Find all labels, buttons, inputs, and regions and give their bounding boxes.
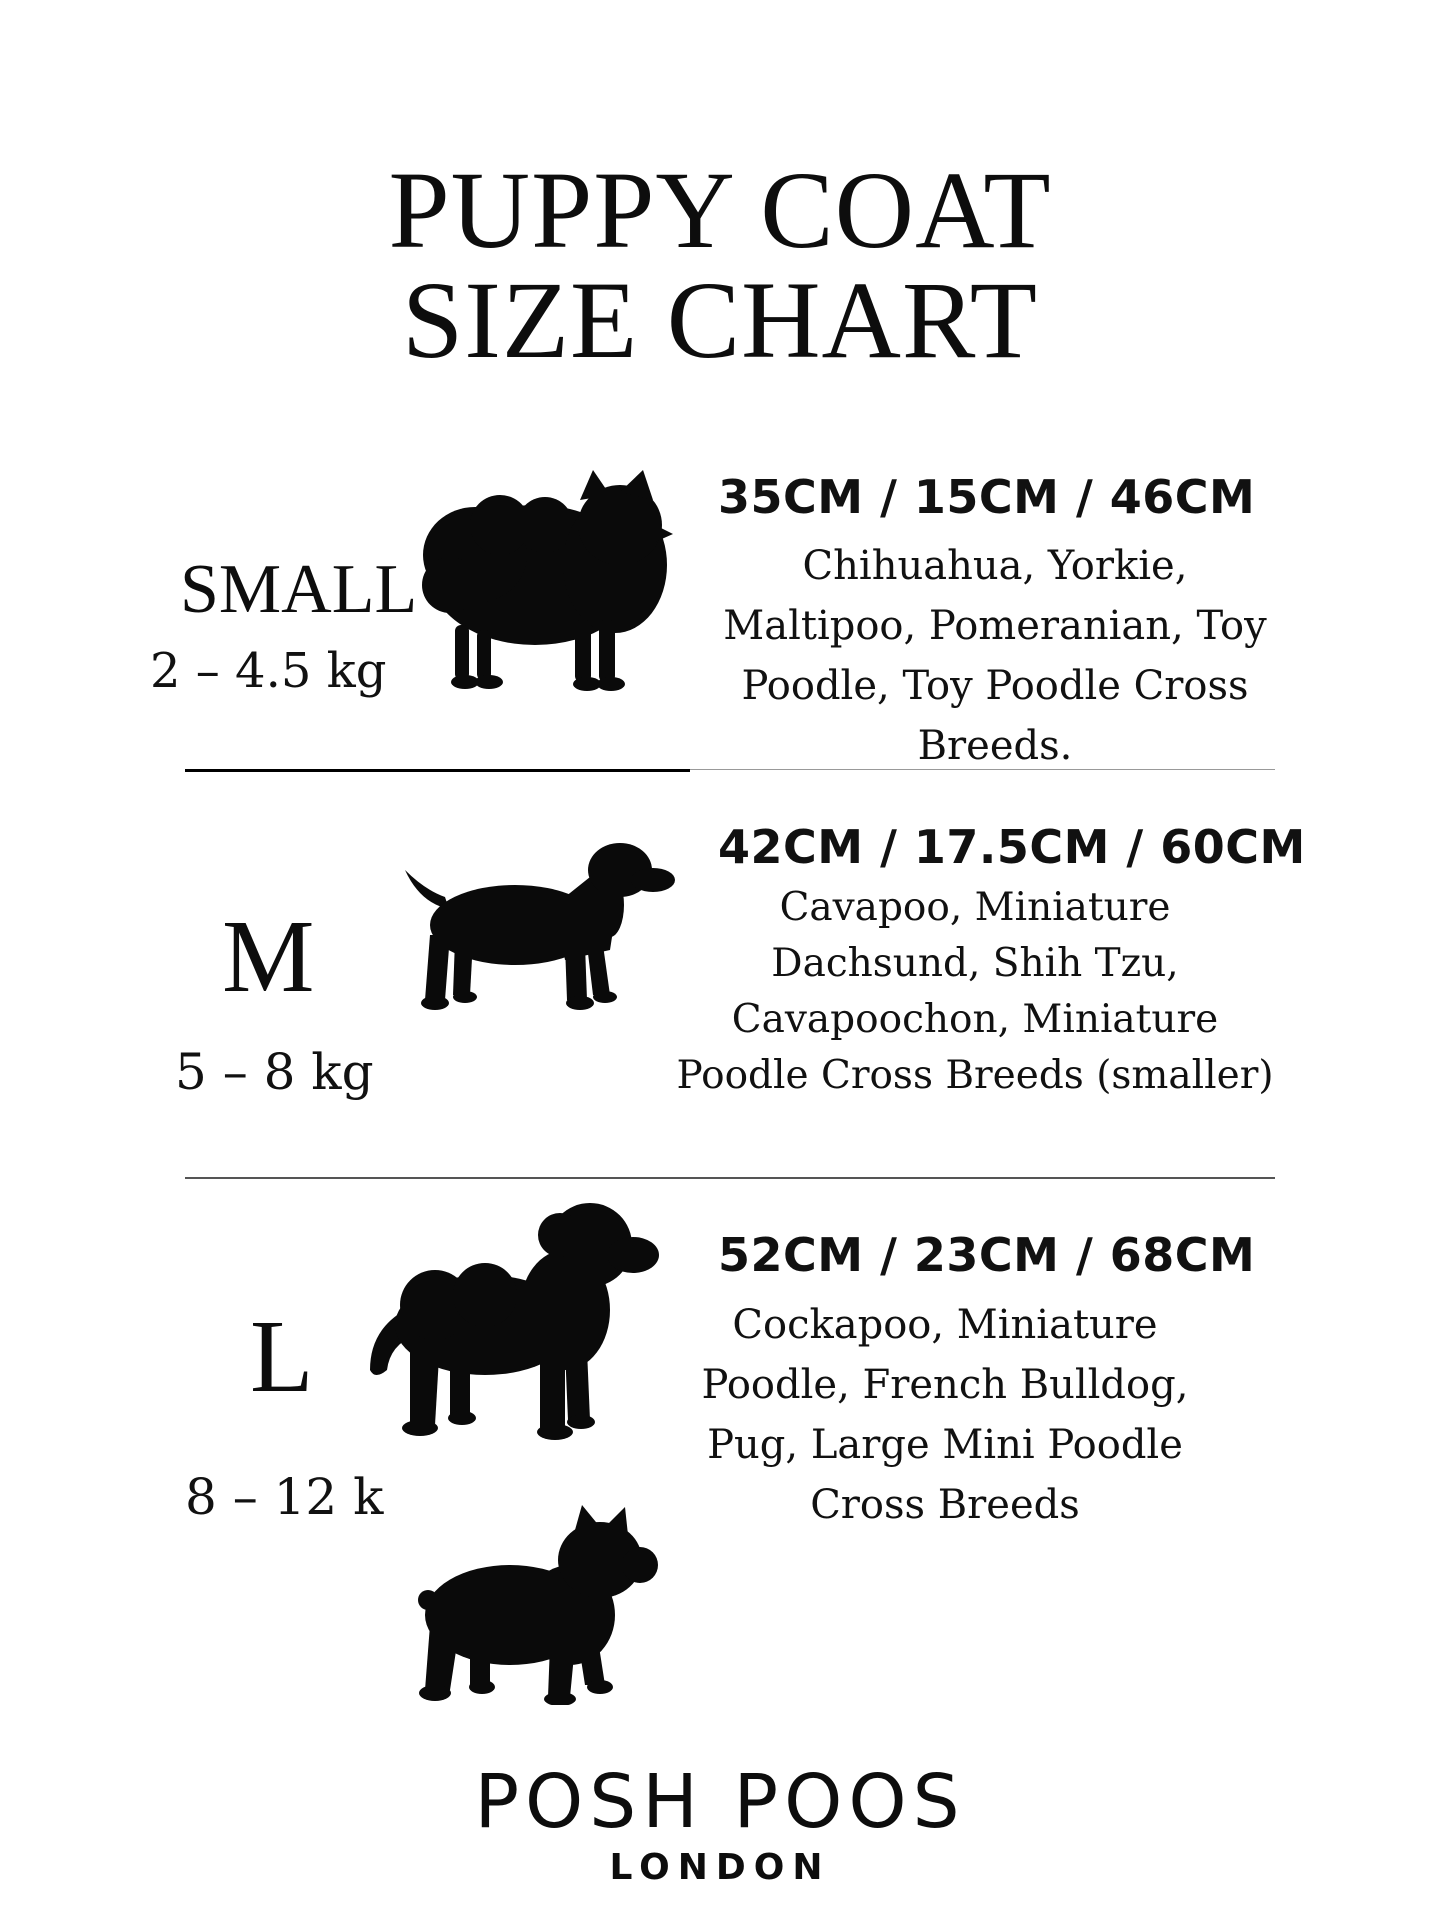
spaniel-silhouette-icon	[405, 835, 675, 1010]
size-label: L	[250, 1299, 314, 1414]
divider-right	[690, 769, 1275, 770]
breed-line: Cavapoo, Miniature	[779, 885, 1171, 930]
french-bulldog-silhouette-icon	[410, 1505, 660, 1705]
breed-line: Breeds.	[917, 723, 1073, 769]
cockapoo-silhouette-icon	[365, 1200, 665, 1440]
breed-line: Pug, Large Mini Poodle	[707, 1422, 1183, 1468]
pomeranian-silhouette-icon	[415, 470, 675, 695]
size-measurements: 52CM / 23CM / 68CM	[718, 1228, 1256, 1282]
breed-list	[640, 1295, 1250, 1535]
breed-line: Chihuahua, Yorkie,	[802, 543, 1188, 589]
breed-line: Poodle, Toy Poodle Cross	[741, 663, 1249, 709]
breed-line: Maltipoo, Pomeranian, Toy	[723, 603, 1267, 649]
page-title-line-2: SIZE CHART	[402, 259, 1038, 381]
size-label: M	[222, 899, 315, 1014]
size-measurements: 35CM / 15CM / 46CM	[718, 470, 1256, 524]
breed-line: Poodle, French Bulldog,	[701, 1362, 1189, 1408]
breed-line: Cockapoo, Miniature	[732, 1302, 1158, 1348]
breed-line: Poodle Cross Breeds (smaller)	[676, 1053, 1274, 1098]
breed-list	[690, 536, 1300, 776]
size-weight: 8 – 12 k	[185, 1468, 384, 1526]
breed-list	[670, 880, 1280, 1104]
brand-name: POSH POOS	[474, 1759, 966, 1845]
breed-line: Dachsund, Shih Tzu,	[771, 941, 1179, 986]
breed-line: Cross Breeds	[810, 1482, 1080, 1528]
size-weight: 2 – 4.5 kg	[150, 643, 387, 699]
divider-left	[185, 769, 690, 772]
divider-full	[185, 1177, 1275, 1179]
brand-city: LONDON	[609, 1847, 831, 1888]
size-weight: 5 – 8 kg	[175, 1043, 374, 1101]
page-title-line-1: PUPPY COAT	[388, 149, 1052, 271]
breed-line: Cavapoochon, Miniature	[731, 997, 1219, 1042]
size-measurements: 42CM / 17.5CM / 60CM	[718, 820, 1306, 874]
size-label: SMALL	[180, 551, 418, 628]
